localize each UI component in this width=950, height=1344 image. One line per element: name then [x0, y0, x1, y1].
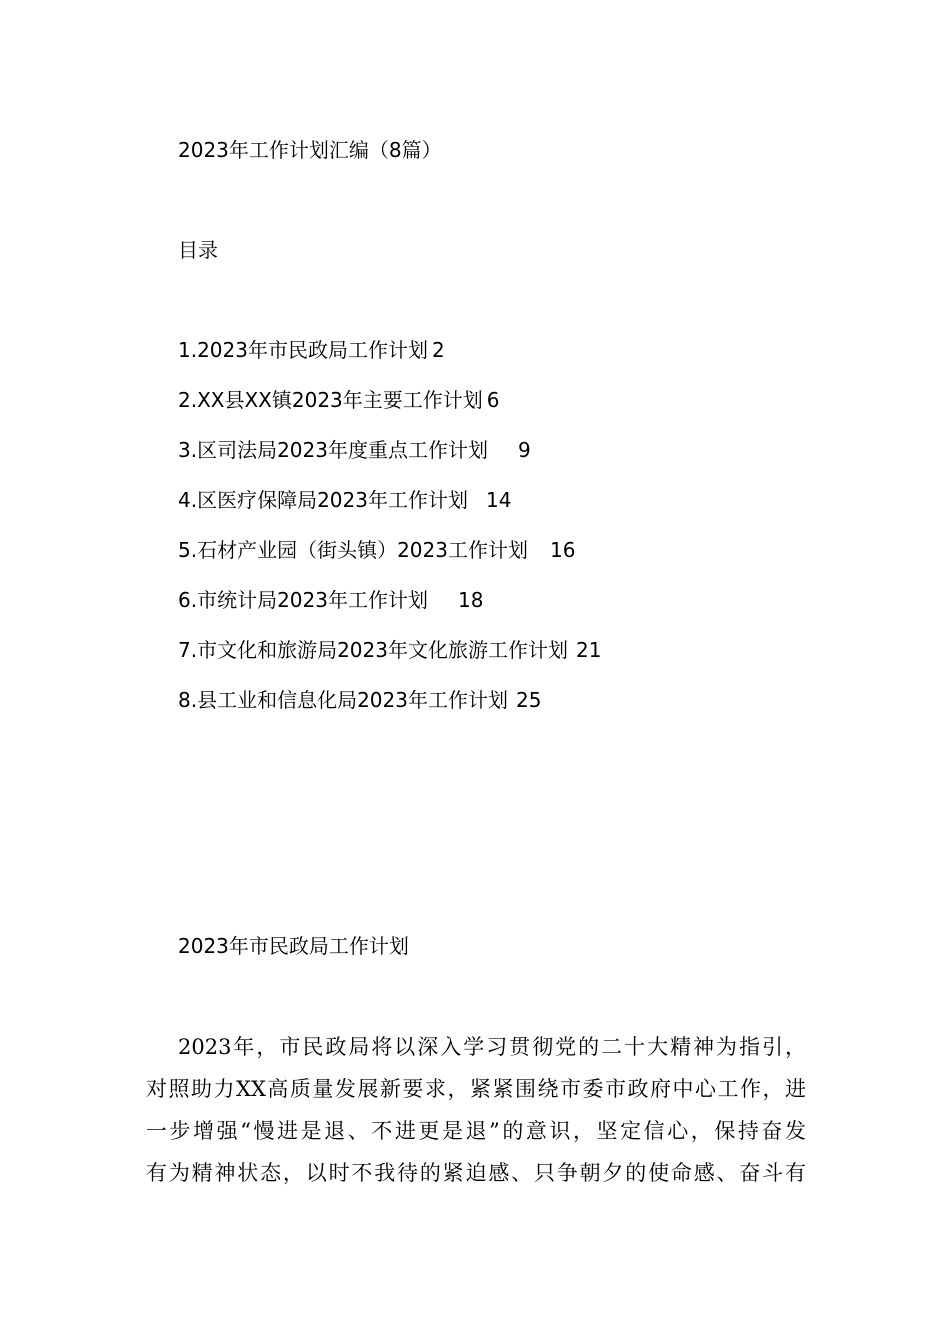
body-paragraph: [146, 1026, 806, 1194]
section-title: 2023年市民政局工作计划: [178, 934, 409, 958]
paragraph-line: 一步增强“慢进是退、不进更是退”的意识，坚定信心，保持奋发: [146, 1119, 806, 1143]
toc-item[interactable]: [178, 636, 601, 664]
toc-item-label: 1.2023年市民政局工作计划: [178, 338, 428, 362]
toc-item-page: 21: [575, 638, 602, 662]
toc-item-label: 3.区司法局2023年度重点工作计划: [178, 438, 488, 462]
toc-item-label: 8.县工业和信息化局2023年工作计划: [178, 688, 508, 712]
toc-item-page: 6: [486, 388, 500, 412]
toc-item[interactable]: [178, 536, 575, 564]
toc-item[interactable]: [178, 486, 511, 514]
paragraph-line: 对照助力XX高质量发展新要求，紧紧围绕市委市政府中心工作，进: [146, 1077, 806, 1101]
toc-item[interactable]: [178, 336, 445, 364]
toc-item-page: 25: [515, 688, 542, 712]
toc-heading: 目录: [178, 238, 218, 262]
toc-item-label: 4.区医疗保障局2023年工作计划: [178, 488, 468, 512]
document-title: 2023年工作计划汇编（8篇）: [178, 138, 442, 162]
toc-item-label: 6.市统计局2023年工作计划: [178, 588, 428, 612]
toc-item[interactable]: [178, 686, 541, 714]
toc-item-page: 14: [485, 488, 512, 512]
toc-item-label: 5.石材产业园（街头镇）2023工作计划: [178, 538, 528, 562]
toc-item-page: 2: [431, 338, 445, 362]
toc-item[interactable]: [178, 586, 483, 614]
toc-item-page: 18: [457, 588, 484, 612]
toc-item[interactable]: [178, 436, 531, 464]
toc-item-label: 2.XX县XX镇2023年主要工作计划: [178, 388, 483, 412]
paragraph-line: 2023年，市民政局将以深入学习贯彻党的二十大精神为指引，: [178, 1035, 806, 1059]
toc-item-page: 16: [549, 538, 576, 562]
toc-item-page: 9: [517, 438, 531, 462]
toc-item[interactable]: [178, 386, 500, 414]
toc-item-label: 7.市文化和旅游局2023年文化旅游工作计划: [178, 638, 568, 662]
paragraph-line: 有为精神状态，以时不我待的紧迫感、只争朝夕的使命感、奋斗有: [146, 1161, 806, 1185]
